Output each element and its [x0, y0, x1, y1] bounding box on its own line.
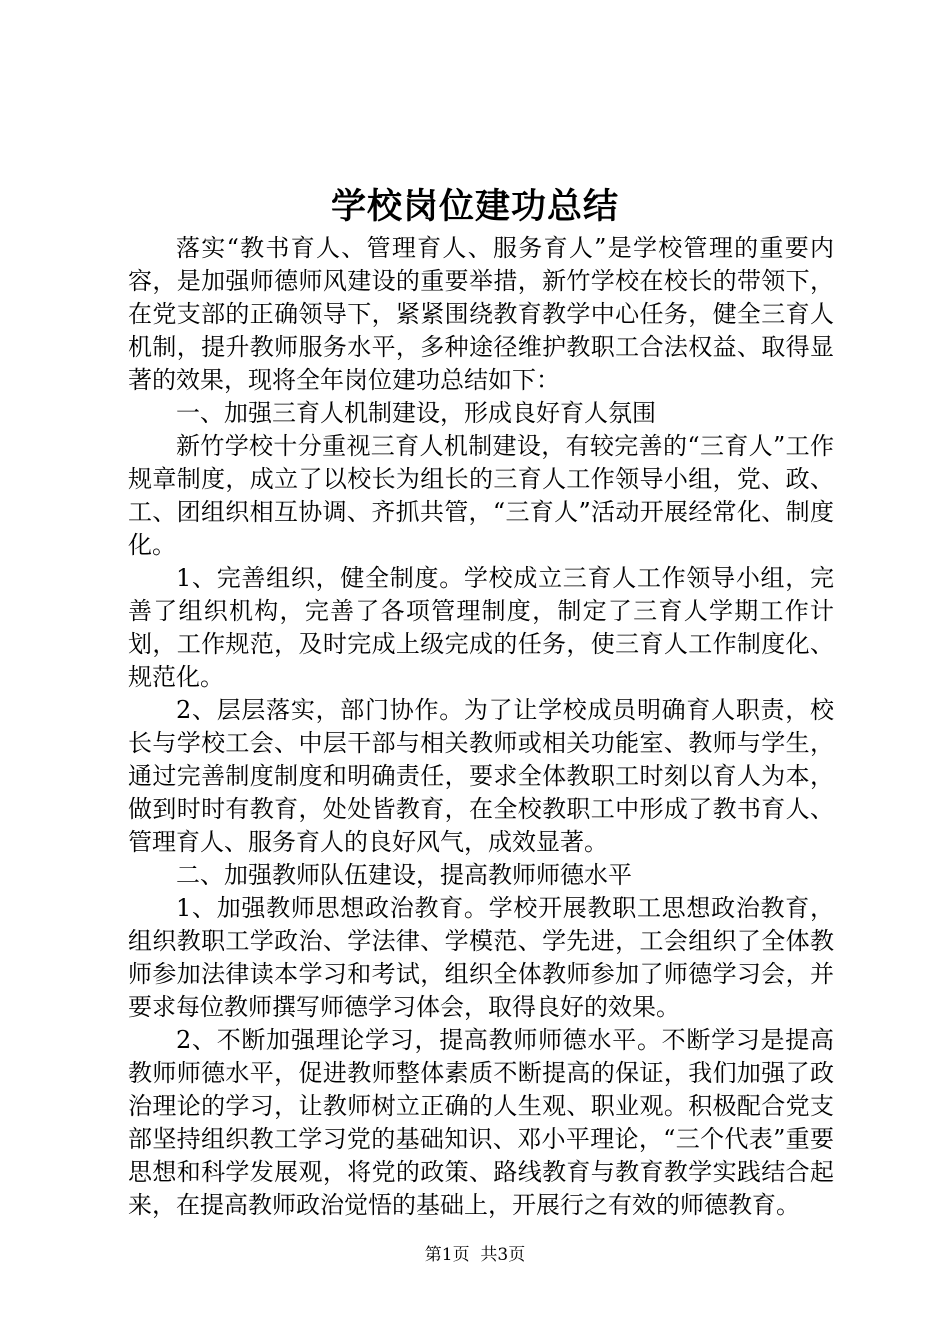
- paragraph-section1-item2: 2、层层落实，部门协作。为了让学校成员明确育人职责，校长与学校工会、中层干部与相关教师或相关功能室、教师与学生，通过完善制度制度和明确责任，要求全体教职工时刻以育人为本，做到时时有教育，处处皆教育，在全校教职工中形成了教书育人、管理育人、服务育人的良好风气，成效显著。: [128, 696, 834, 856]
- document-title: 学校岗位建功总结: [330, 186, 619, 227]
- page-footer: [0, 1244, 950, 1266]
- paragraph-intro: 落实“教书育人、管理育人、服务育人”是学校管理的重要内容，是加强师德师风建设的重要举措，新竹学校在校长的带领下，在党支部的正确领导下，紧紧围绕教育教学中心任务，健全三育人机制，提升教师服务水平，多种途径维护教职工合法权益、取得显著的效果，现将全年岗位建功总结如下：: [128, 234, 834, 394]
- paragraph-section2-item2: 2、不断加强理论学习，提高教师师德水平。不断学习是提高教师师德水平，促进教师整体素质不断提高的保证，我们加强了政治理论的学习，让教师树立正确的人生观、职业观。积极配合党支部坚持组织教工学习党的基础知识、邓小平理论，“三个代表”重要思想和科学发展观，将党的政策、路线教育与教育教学实践结合起来，在提高教师政治觉悟的基础上，开展行之有效的师德教育。: [128, 1026, 834, 1219]
- section-heading-1: 一、加强三育人机制建设，形成良好育人氛围: [176, 399, 656, 427]
- document-body: [128, 232, 834, 1222]
- page-number-label: 第1页 共3页: [424, 1245, 526, 1265]
- section-heading-2: 二、加强教师队伍建设，提高教师师德水平: [176, 861, 632, 889]
- paragraph-section1-item1: 1、完善组织，健全制度。学校成立三育人工作领导小组，完善了组织机构，完善了各项管理制度，制定了三育人学期工作计划，工作规范，及时完成上级完成的任务，使三育人工作制度化、规范化。: [128, 564, 834, 691]
- paragraph-section2-item1: 1、加强教师思想政治教育。学校开展教职工思想政治教育，组织教职工学政治、学法律、学模范、学先进，工会组织了全体教师参加法律读本学习和考试，组织全体教师参加了师德学习会，并要求每位教师撰写师德学习体会，取得良好的效果。: [128, 894, 834, 1021]
- paragraph-section1-overview: 新竹学校十分重视三育人机制建设，有较完善的“三育人”工作规章制度，成立了以校长为组长的三育人工作领导小组，党、政、工、团组织相互协调、齐抓共管，“三育人”活动开展经常化、制度化。: [128, 432, 834, 559]
